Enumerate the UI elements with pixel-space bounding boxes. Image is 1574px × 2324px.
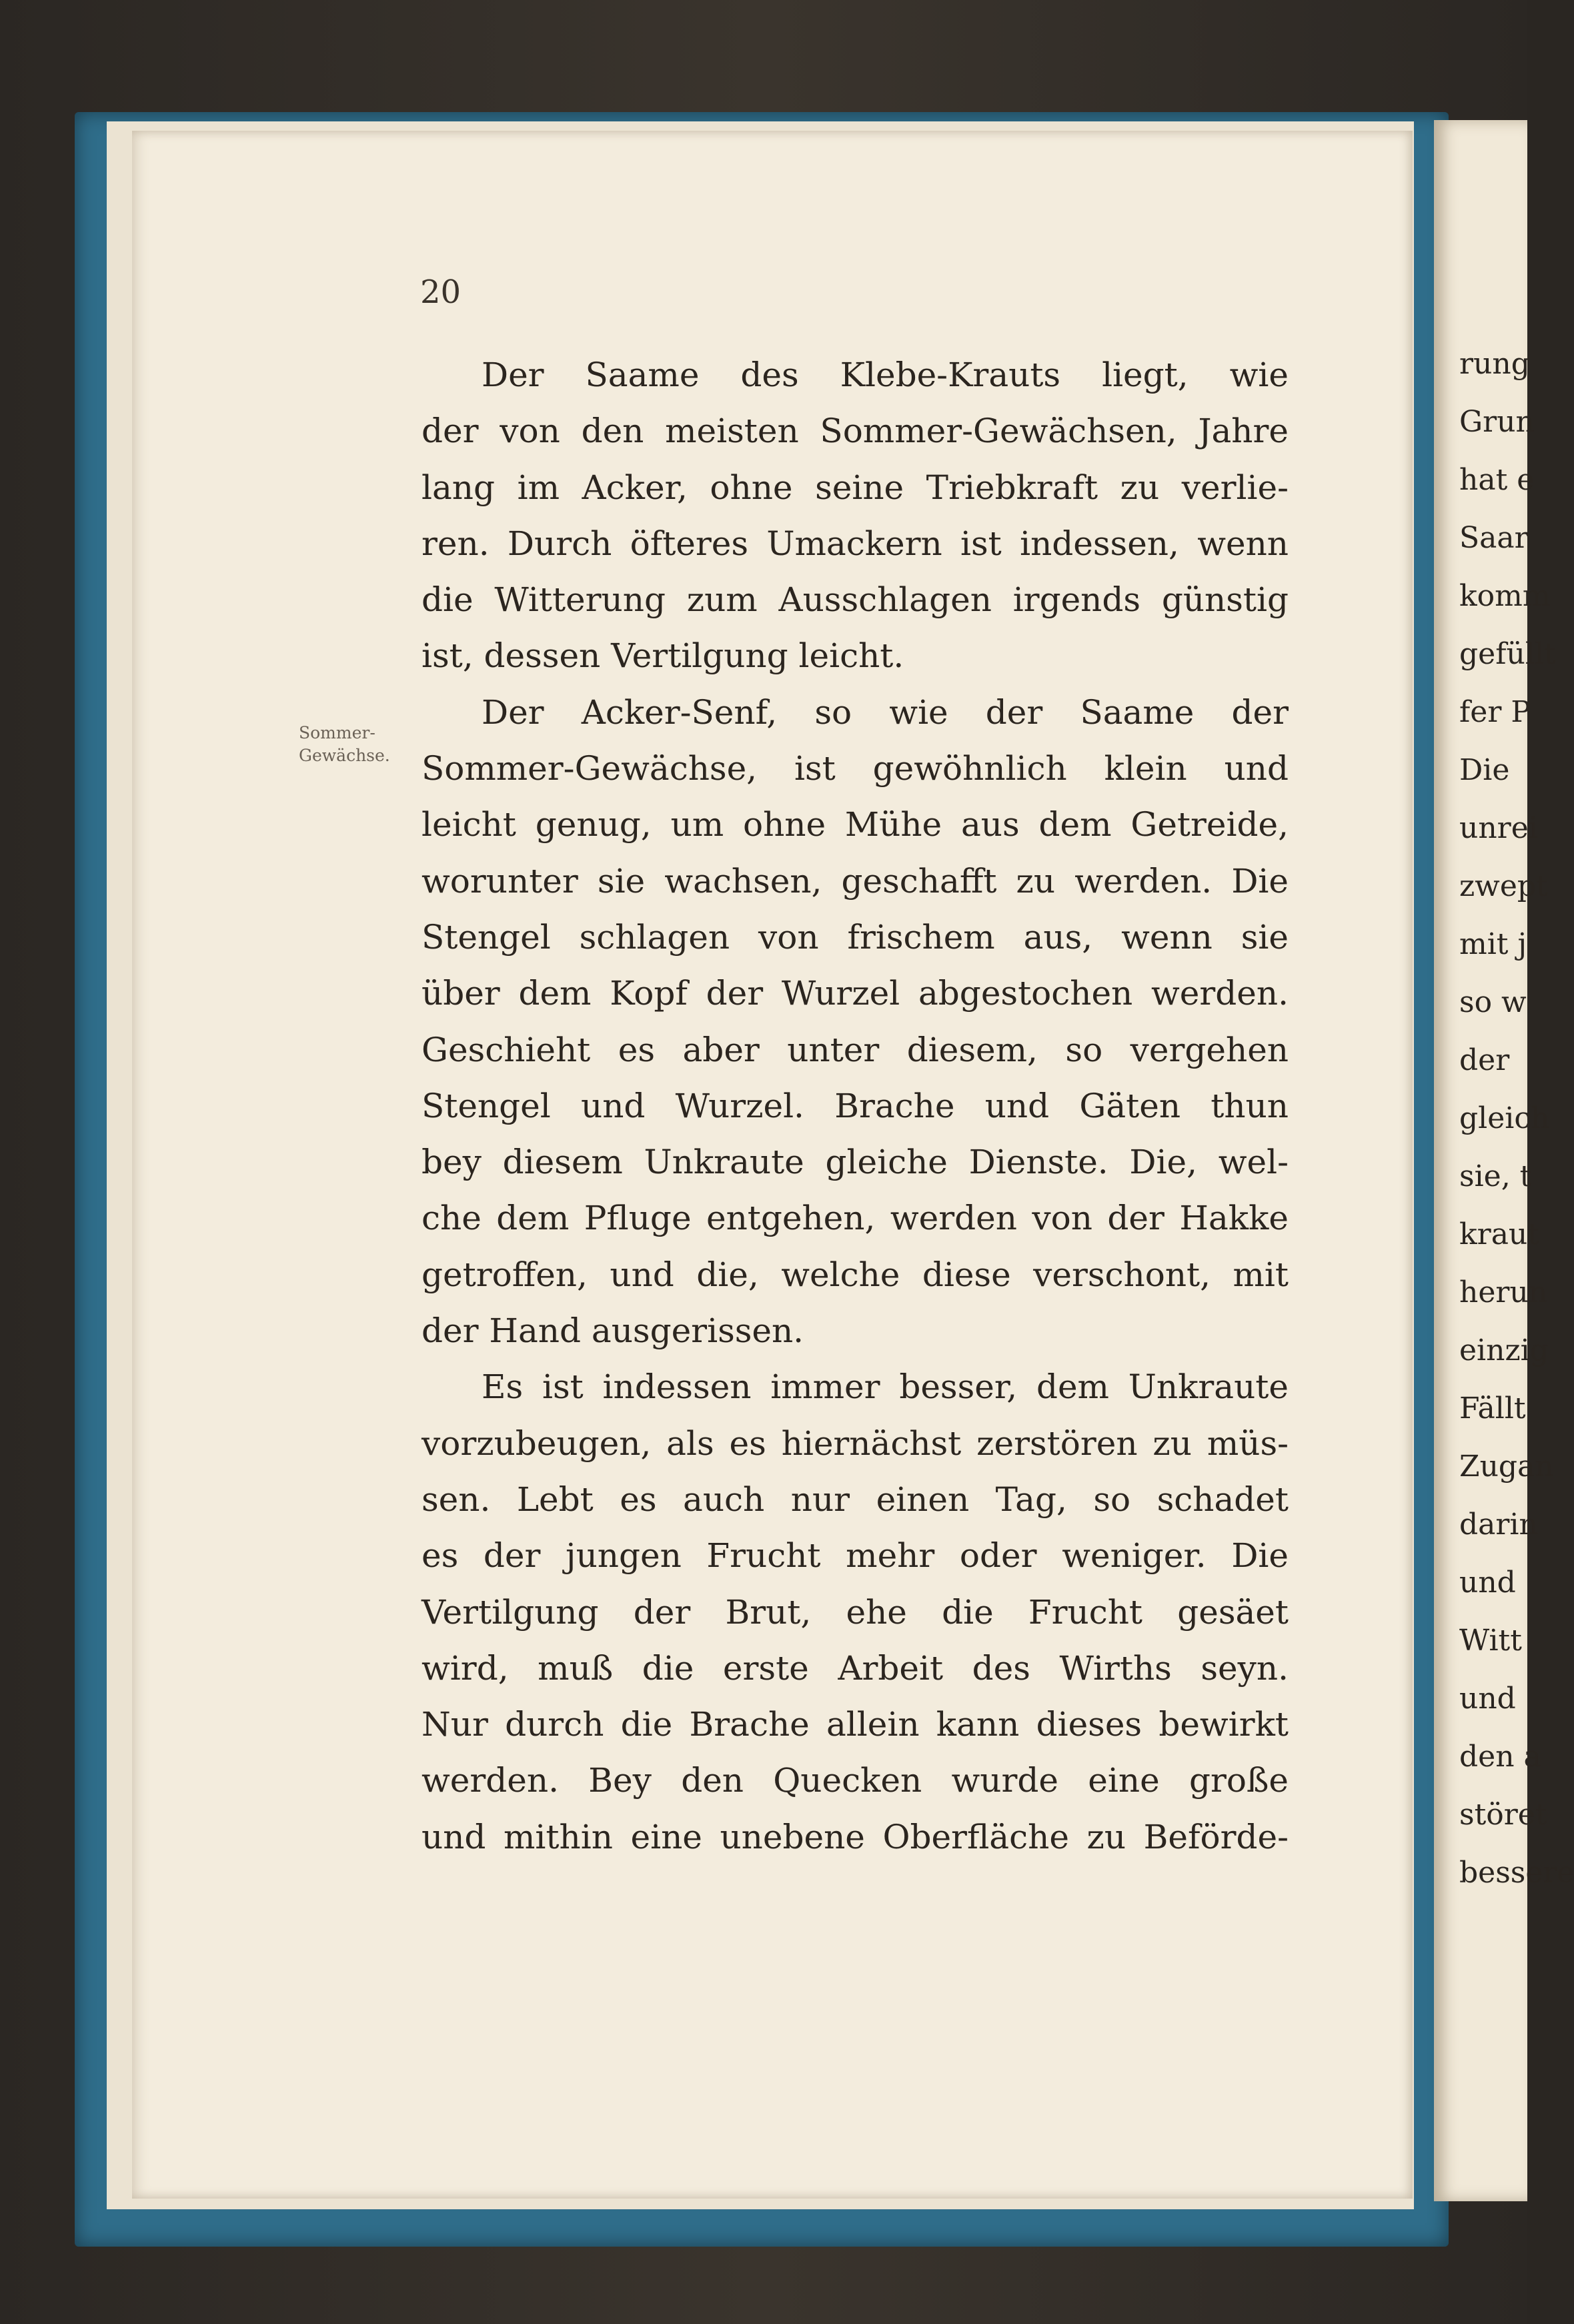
facing-page-fragment: der [1459, 1043, 1510, 1077]
facing-page-fragment: einzig [1459, 1333, 1549, 1367]
facing-page-fragment: Saar [1459, 521, 1529, 555]
text-line: der von den meisten Sommer-Gewächsen, Jahre [422, 412, 1289, 451]
facing-page-fragment: komm [1459, 579, 1551, 613]
text-line: Der Saame des Klebe-Krauts liegt, wie [482, 356, 1289, 394]
facing-page [1434, 120, 1574, 2201]
facing-page-fragment: und [1459, 1566, 1516, 1600]
facing-page-fragment: und [1459, 1682, 1516, 1716]
body-text [422, 347, 1289, 1865]
text-line: Nur durch die Brache allein kann dieses bewirkt [422, 1705, 1289, 1744]
facing-page-fragment: hat e [1459, 463, 1535, 497]
facing-page-fragment: herun [1459, 1275, 1548, 1309]
page-number: 20 [420, 273, 462, 311]
margin-note-line: Gewächse. [299, 746, 390, 765]
facing-page-fragment: unrei [1459, 811, 1538, 845]
facing-page-fragment: Zugan [1459, 1449, 1554, 1484]
text-line: wird, muß die erste Arbeit des Wirths seyn. [422, 1648, 1289, 1688]
text-line: es der jungen Frucht mehr oder weniger. Die [422, 1536, 1289, 1576]
text-line: che dem Pfluge entgehen, werden von der Hakke [422, 1199, 1289, 1238]
text-line: über dem Kopf der Wurzel abgestochen werden. [422, 974, 1289, 1013]
text-line: bey diesem Unkraute gleiche Dienste. Die, wel- [422, 1143, 1289, 1182]
text-line: die Witterung zum Ausschlagen irgends günstig [422, 580, 1289, 620]
facing-page-fragment: mit j [1459, 927, 1527, 961]
text-line: vorzubeugen, als es hiernächst zerstören zu müs- [422, 1423, 1289, 1463]
text-line: werden. Bey den Quecken wurde eine große [422, 1761, 1289, 1800]
text-line: Der Acker-Senf, so wie der Saame der [482, 692, 1289, 732]
text-line: ren. Durch öfteres Umackern ist indessen, wenn [422, 524, 1289, 563]
facing-page-fragment: darin [1459, 1508, 1538, 1542]
facing-page-fragment: gleich [1459, 1101, 1550, 1135]
facing-page-fragment: den a [1459, 1740, 1541, 1774]
facing-page-fragment: gefüllt [1459, 637, 1556, 671]
text-line: und mithin eine unebene Oberfläche zu Beförde- [422, 1817, 1289, 1856]
margin-note-line: Sommer- [299, 723, 375, 742]
text-line: Sommer-Gewächse, ist gewöhnlich klein und [422, 749, 1289, 788]
facing-page-fragment: sie, t [1459, 1159, 1532, 1193]
text-line: worunter sie wachsen, geschafft zu werden. Die [422, 861, 1289, 901]
text-line: Geschieht es aber unter diesem, so vergehen [422, 1030, 1289, 1069]
text-line: ist, dessen Vertilgung leicht. [422, 636, 904, 676]
text-line: Vertilgung der Brut, ehe die Frucht gesäet [422, 1592, 1289, 1632]
facing-page-fragment: störet [1459, 1798, 1547, 1832]
text-line: Stengel und Wurzel. Brache und Gäten thun [422, 1086, 1289, 1125]
facing-page-fragment: kraut [1459, 1217, 1539, 1251]
facing-page-fragment: Witt [1459, 1624, 1522, 1658]
text-line: lang im Acker, ohne seine Triebkraft zu verlie- [422, 468, 1289, 507]
facing-page-fragment: rung [1459, 347, 1530, 381]
facing-page-fragment: Fällt [1459, 1391, 1526, 1425]
text-line: Stengel schlagen von frischem aus, wenn sie [422, 917, 1289, 957]
text-line: der Hand ausgerissen. [422, 1311, 804, 1351]
facing-page-fragment: bessere [1459, 1856, 1574, 1890]
text-line: Es ist indessen immer besser, dem Unkraute [482, 1367, 1289, 1407]
facing-page-fragment: so w [1459, 985, 1527, 1019]
text-line: leicht genug, um ohne Mühe aus dem Getreide, [422, 805, 1289, 844]
facing-page-fragment: fer P [1459, 695, 1531, 729]
facing-page-fragment: Grun [1459, 405, 1535, 439]
text-line: sen. Lebt es auch nur einen Tag, so schadet [422, 1480, 1289, 1519]
margin-note [299, 722, 406, 767]
text-line: getroffen, und die, welche diese verschont, mit [422, 1255, 1289, 1294]
facing-page-fragment: Die [1459, 753, 1510, 787]
facing-page-fragment: zwept [1459, 869, 1548, 903]
